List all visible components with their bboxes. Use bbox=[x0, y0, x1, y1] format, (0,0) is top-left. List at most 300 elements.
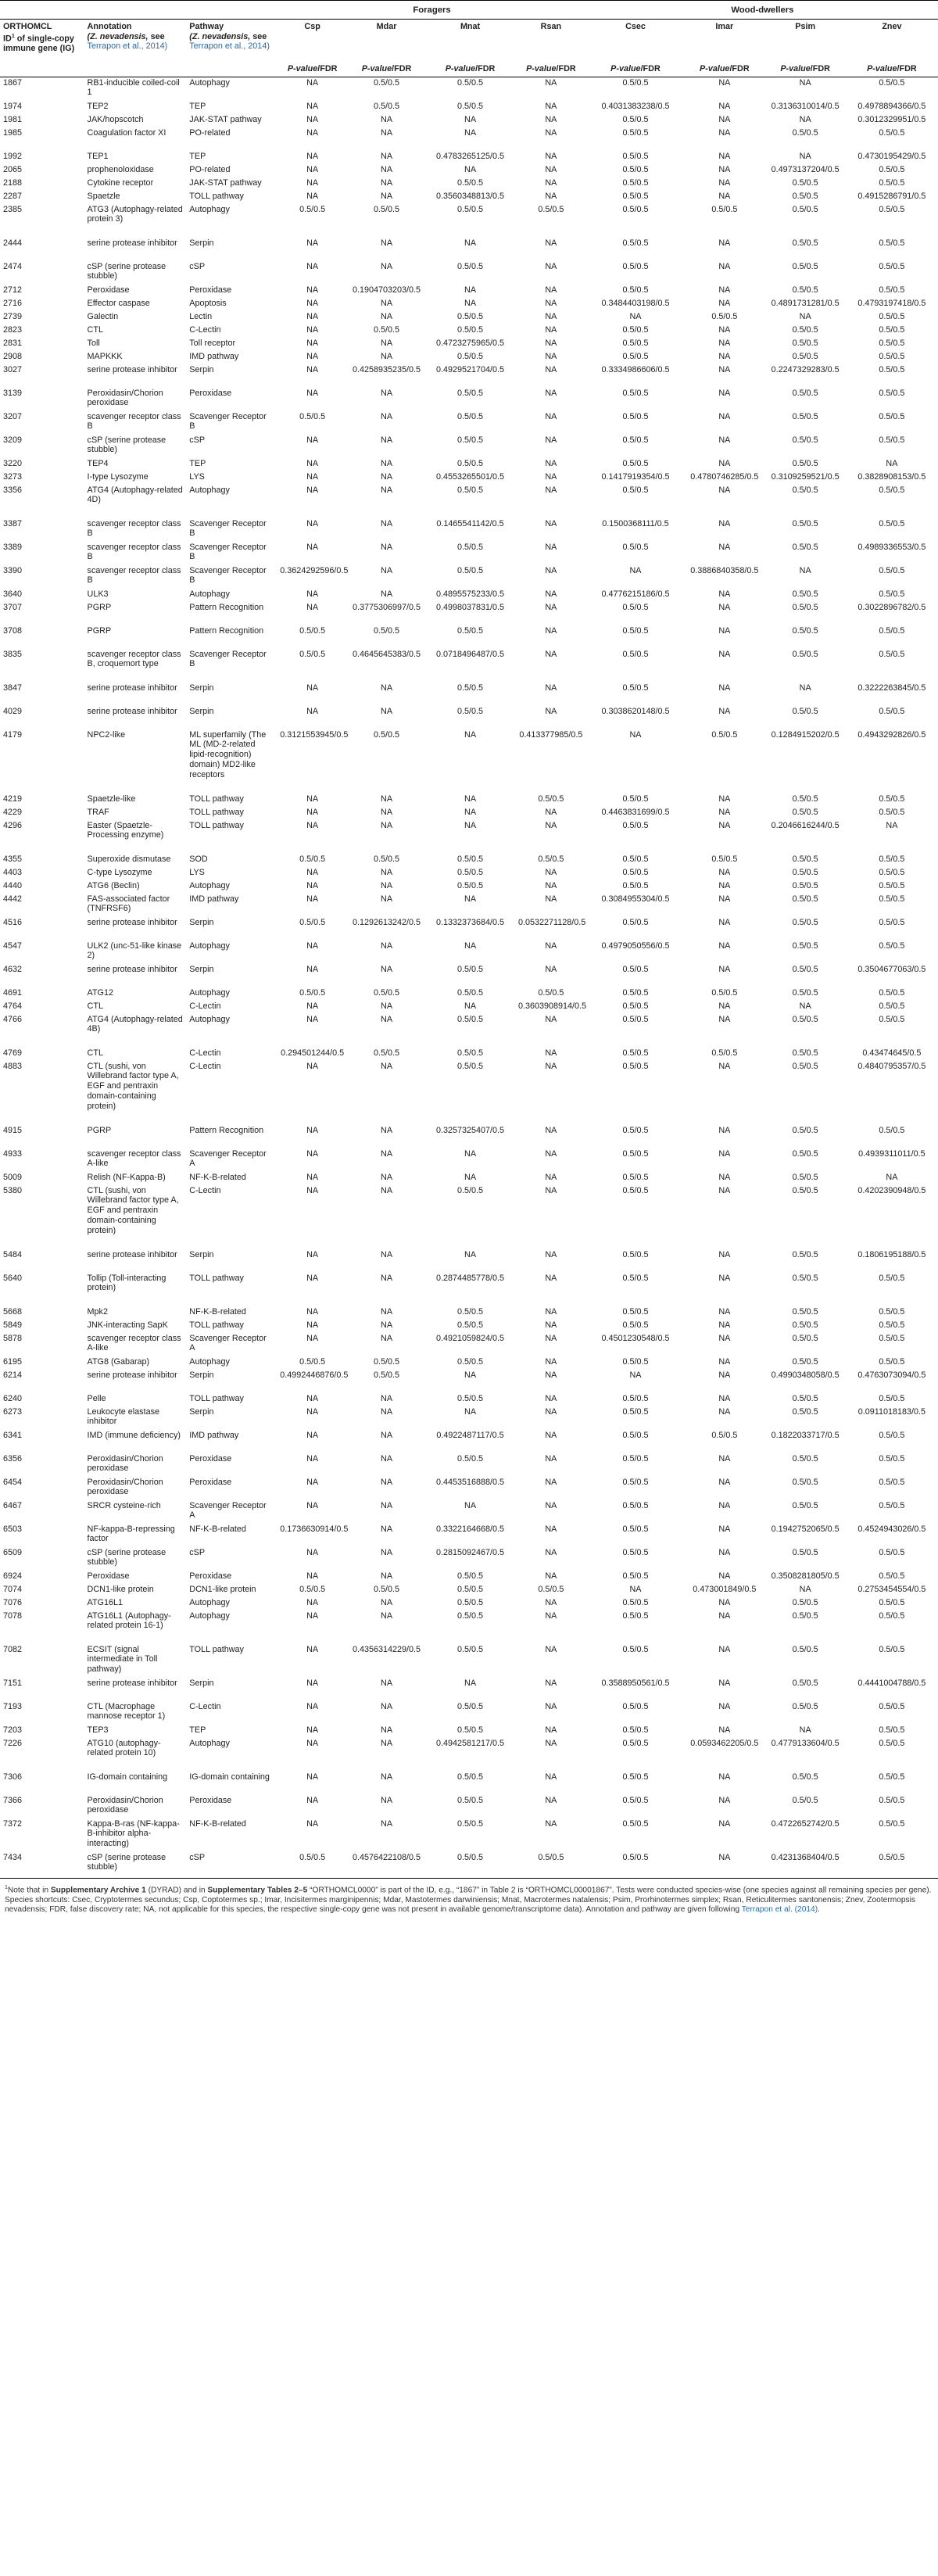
pvalue-cell: NA bbox=[545, 485, 557, 495]
pvalue-cell: 0.5/0.5 bbox=[711, 987, 738, 998]
pvalue-cell: NA bbox=[718, 324, 731, 335]
gene-id-cell: 3390 bbox=[3, 565, 23, 575]
annotation-cell: serine protease inhibitor bbox=[87, 238, 177, 248]
pvalue-cell: 0.5/0.5 bbox=[879, 1738, 905, 1748]
pvalue-cell: NA bbox=[718, 894, 731, 904]
pvalue-cell: 0.5/0.5 bbox=[457, 458, 484, 468]
pvalue-cell: 0.5/0.5 bbox=[792, 351, 818, 361]
pvalue-cell: NA bbox=[545, 471, 557, 482]
pvalue-cell: NA bbox=[381, 388, 393, 398]
pvalue-cell: NA bbox=[545, 820, 557, 830]
pvalue-cell: NA bbox=[545, 324, 557, 335]
gene-id-cell: 7193 bbox=[3, 1701, 23, 1711]
pvalue-cell: 0.5/0.5 bbox=[879, 1644, 905, 1654]
pvalue-cell: NA bbox=[545, 1524, 557, 1534]
annotation-cell: Superoxide dismutase bbox=[87, 854, 171, 864]
pvalue-cell: 0.5/0.5 bbox=[622, 261, 649, 271]
pvalue-cell: 0.5/0.5 bbox=[622, 683, 649, 693]
pathway-cell: NF-K-B-related bbox=[189, 1306, 246, 1317]
pvalue-cell: 0.5/0.5 bbox=[457, 261, 484, 271]
pvalue-cell: NA bbox=[799, 1001, 811, 1011]
table-row bbox=[0, 1701, 938, 1725]
pathway-cell: SOD bbox=[189, 854, 208, 864]
pathway-cell: NF-K-B-related bbox=[189, 1818, 246, 1829]
pvalue-cell: 0.5/0.5 bbox=[622, 1571, 649, 1581]
pvalue-cell: NA bbox=[381, 807, 393, 817]
gene-id-cell: 7078 bbox=[3, 1610, 23, 1621]
pvalue-cell: 0.5/0.5 bbox=[457, 625, 484, 636]
gene-id-cell: 3847 bbox=[3, 683, 23, 693]
pathway-cell: TEP bbox=[189, 1725, 206, 1735]
pvalue-cell: 0.5/0.5 bbox=[622, 1014, 649, 1024]
pvalue-cell: NA bbox=[718, 794, 731, 804]
pvalue-cell: 0.3624292596/0.5 bbox=[280, 565, 349, 575]
pvalue-cell: 0.5/0.5 bbox=[374, 625, 400, 636]
pathway-cell: Pattern Recognition bbox=[189, 1125, 264, 1135]
annotation-cell: TEP1 bbox=[87, 151, 109, 161]
pvalue-cell: NA bbox=[381, 298, 393, 308]
pvalue-cell: 0.5/0.5 bbox=[622, 204, 649, 214]
gene-id-cell: 6195 bbox=[3, 1356, 23, 1367]
column-header-annotation: Annotation (Z. nevadensis, see Terrapon et al., 2014) bbox=[87, 21, 168, 52]
pvalue-cell: 0.5/0.5 bbox=[792, 625, 818, 636]
pvalue-cell: NA bbox=[545, 1701, 557, 1711]
pvalue-cell: NA bbox=[545, 1148, 557, 1159]
pvalue-cell: 0.2815092467/0.5 bbox=[436, 1547, 505, 1557]
pvalue-cell: 0.5/0.5 bbox=[792, 1273, 818, 1283]
pvalue-cell: NA bbox=[545, 164, 557, 174]
pvalue-cell: 0.5/0.5 bbox=[457, 542, 484, 552]
pathway-cell: Peroxidase bbox=[189, 388, 232, 398]
pvalue-cell: NA bbox=[381, 820, 393, 830]
pvalue-cell: 0.4763073094/0.5 bbox=[857, 1370, 926, 1380]
pvalue-cell: 0.5/0.5 bbox=[792, 238, 818, 248]
pvalue-cell: NA bbox=[381, 1818, 393, 1829]
pvalue-cell: 0.5/0.5 bbox=[622, 880, 649, 890]
table-row bbox=[0, 1524, 938, 1547]
gene-id-cell: 2444 bbox=[3, 238, 23, 248]
annotation-cell: serine protease inhibitor bbox=[87, 917, 177, 927]
gene-id-cell: 4029 bbox=[3, 706, 23, 716]
table-row bbox=[0, 940, 938, 964]
pvalue-cell: NA bbox=[306, 1014, 319, 1024]
pvalue-cell: 0.5/0.5 bbox=[299, 204, 326, 214]
pvalue-cell: NA bbox=[306, 867, 319, 877]
annotation-cell: scavenger receptor class A-like bbox=[87, 1333, 181, 1353]
pathway-cell: TEP bbox=[189, 101, 206, 111]
pvalue-cell: 0.5/0.5 bbox=[879, 1014, 905, 1024]
annotation-cell: serine protease inhibitor bbox=[87, 964, 177, 974]
pvalue-cell: 0.5/0.5 bbox=[846, 1852, 938, 1879]
pvalue-cell: NA bbox=[718, 683, 731, 693]
pvalue-cell: 0.5/0.5 bbox=[457, 1061, 484, 1071]
table-row bbox=[0, 435, 938, 458]
pathway-cell: IG-domain containing bbox=[189, 1772, 270, 1782]
pathway-cell: Peroxidase bbox=[189, 1795, 232, 1805]
pvalue-cell: 0.5/0.5 bbox=[792, 411, 818, 421]
pvalue-cell: NA bbox=[381, 1148, 393, 1159]
pvalue-cell: 0.4973137204/0.5 bbox=[771, 164, 840, 174]
pvalue-cell: 0.5/0.5 bbox=[879, 794, 905, 804]
pvalue-cell: 0.4989336553/0.5 bbox=[857, 542, 926, 552]
pvalue-cell: 0.3012329951/0.5 bbox=[857, 114, 926, 124]
pvalue-cell: NA bbox=[545, 1725, 557, 1735]
pvalue-cell: NA bbox=[545, 364, 557, 374]
pvalue-cell: NA bbox=[545, 351, 557, 361]
pvalue-cell: NA bbox=[306, 820, 319, 830]
pathway-cell: C-Lectin bbox=[189, 324, 221, 335]
pvalue-cell: 0.5/0.5 bbox=[792, 1678, 818, 1688]
pvalue-cell: 0.5/0.5 bbox=[879, 311, 905, 321]
pathway-cell: Scavenger Receptor B bbox=[189, 565, 267, 586]
pathway-cell: TOLL pathway bbox=[189, 807, 244, 817]
pvalue-cell: NA bbox=[545, 261, 557, 271]
table-row bbox=[0, 589, 938, 602]
pathway-cell: Peroxidase bbox=[189, 1477, 232, 1487]
pvalue-cell: 0.5/0.5 bbox=[792, 1406, 818, 1417]
pvalue-cell: 0.5/0.5 bbox=[879, 1725, 905, 1735]
pvalue-cell: NA bbox=[381, 706, 393, 716]
pvalue-cell: NA bbox=[545, 1306, 557, 1317]
gene-id-cell: 4229 bbox=[3, 807, 23, 817]
pvalue-cell: NA bbox=[545, 338, 557, 348]
pvalue-cell: 0.5/0.5 bbox=[457, 880, 484, 890]
pathway-cell: Autophagy bbox=[189, 77, 230, 88]
pvalue-cell: 0.5/0.5 bbox=[792, 1772, 818, 1782]
pvalue-cell: NA bbox=[306, 1273, 319, 1283]
annotation-cell: ATG6 (Beclin) bbox=[87, 880, 140, 890]
pvalue-cell: 0.5/0.5 bbox=[457, 1597, 484, 1607]
pvalue-cell: 0.5/0.5 bbox=[792, 1701, 818, 1711]
annotation-cell: TEP2 bbox=[87, 101, 109, 111]
pvalue-cell: 0.5/0.5 bbox=[622, 1430, 649, 1440]
reference-link[interactable]: Terrapon et al. (2014) bbox=[741, 1905, 818, 1915]
pvalue-fdr-label: P-value/FDR bbox=[846, 62, 938, 77]
pvalue-cell: NA bbox=[306, 435, 319, 445]
pvalue-cell: 0.5/0.5 bbox=[879, 1818, 905, 1829]
table-row bbox=[0, 1547, 938, 1571]
table-row bbox=[0, 1320, 938, 1333]
pvalue-cell: NA bbox=[629, 729, 642, 740]
pathway-cell: TOLL pathway bbox=[189, 1644, 244, 1654]
pvalue-cell: 0.4576422108/0.5 bbox=[348, 1852, 425, 1879]
pvalue-cell: NA bbox=[718, 285, 731, 295]
annotation-cell: Spaetzle-like bbox=[87, 794, 136, 804]
pvalue-cell: 0.5/0.5 bbox=[622, 388, 649, 398]
pvalue-cell: NA bbox=[545, 1477, 557, 1487]
gene-id-cell: 7434 bbox=[0, 1852, 84, 1879]
pvalue-cell: 0.0718496487/0.5 bbox=[436, 649, 505, 659]
pvalue-cell: 0.5/0.5 bbox=[792, 706, 818, 716]
gene-id-cell: 5849 bbox=[3, 1320, 23, 1330]
gene-id-cell: 4440 bbox=[3, 880, 23, 890]
gene-id-cell: 6467 bbox=[3, 1500, 23, 1510]
gene-id-cell: 3389 bbox=[3, 542, 23, 552]
annotation-cell: PGRP bbox=[87, 1125, 112, 1135]
pvalue-cell: 0.5/0.5 bbox=[879, 351, 905, 361]
pvalue-cell: 0.5/0.5 bbox=[622, 794, 649, 804]
pvalue-cell: NA bbox=[718, 351, 731, 361]
pvalue-cell: 0.4780746285/0.5 bbox=[690, 471, 759, 482]
pvalue-cell: NA bbox=[381, 1453, 393, 1464]
annotation-cell: ATG4 (Autophagy-related 4B) bbox=[87, 1014, 183, 1034]
pathway-cell: Autophagy bbox=[189, 1597, 230, 1607]
annotation-cell: FAS-associated factor (TNFRSF6) bbox=[87, 894, 170, 914]
gene-id-cell: 4296 bbox=[3, 820, 23, 830]
pvalue-cell: NA bbox=[545, 285, 557, 295]
pvalue-cell: 0.5/0.5 bbox=[374, 77, 400, 88]
pvalue-cell: NA bbox=[306, 1125, 319, 1135]
table-row bbox=[0, 485, 938, 518]
pvalue-cell: NA bbox=[381, 1430, 393, 1440]
table-row bbox=[0, 1001, 938, 1014]
pvalue-cell: 0.4453516888/0.5 bbox=[436, 1477, 505, 1487]
table-row bbox=[0, 1610, 938, 1644]
pvalue-cell: NA bbox=[381, 542, 393, 552]
pvalue-cell: 0.5/0.5 bbox=[879, 1453, 905, 1464]
pvalue-cell: NA bbox=[464, 114, 477, 124]
pvalue-cell: NA bbox=[464, 807, 477, 817]
pvalue-cell: 0.5/0.5 bbox=[792, 964, 818, 974]
pvalue-cell: NA bbox=[718, 77, 731, 88]
pvalue-cell: 0.4895575233/0.5 bbox=[436, 589, 505, 599]
pvalue-cell: 0.5/0.5 bbox=[879, 1333, 905, 1343]
pvalue-cell: NA bbox=[381, 867, 393, 877]
pvalue-cell: NA bbox=[718, 1772, 731, 1782]
pvalue-cell: NA bbox=[718, 458, 731, 468]
table-row bbox=[0, 204, 938, 238]
pvalue-cell: 0.1332373684/0.5 bbox=[436, 917, 505, 927]
pvalue-cell: 0.5/0.5 bbox=[792, 1500, 818, 1510]
pvalue-cell: NA bbox=[306, 683, 319, 693]
annotation-cell: ATG16L1 bbox=[87, 1597, 123, 1607]
gene-id-cell: 4883 bbox=[3, 1061, 23, 1071]
pvalue-cell: NA bbox=[718, 518, 731, 528]
pvalue-cell: NA bbox=[718, 1547, 731, 1557]
annotation-cell: ATG4 (Autophagy-related 4D) bbox=[87, 485, 183, 505]
pvalue-cell: NA bbox=[718, 589, 731, 599]
pvalue-cell: NA bbox=[545, 127, 557, 138]
pvalue-cell: NA bbox=[306, 1393, 319, 1403]
pvalue-cell: NA bbox=[464, 164, 477, 174]
column-header-rsan: Rsan bbox=[540, 21, 562, 31]
pvalue-cell: NA bbox=[306, 1725, 319, 1735]
pvalue-cell: 0.5/0.5 bbox=[879, 880, 905, 890]
pvalue-cell: NA bbox=[306, 471, 319, 482]
pvalue-cell: NA bbox=[718, 177, 731, 188]
table-row bbox=[0, 338, 938, 351]
annotation-cell: prophenoloxidase bbox=[87, 164, 154, 174]
pvalue-cell: 0.5/0.5 bbox=[879, 1701, 905, 1711]
pvalue-cell: NA bbox=[545, 151, 557, 161]
pathway-cell: Serpin bbox=[189, 706, 214, 716]
pvalue-cell: NA bbox=[545, 1738, 557, 1748]
gene-id-cell: 5009 bbox=[3, 1172, 23, 1182]
gene-id-cell: 3707 bbox=[3, 602, 23, 612]
pvalue-cell: 0.5/0.5 bbox=[457, 1610, 484, 1621]
table-row bbox=[0, 1014, 938, 1048]
pathway-cell: Autophagy bbox=[189, 880, 230, 890]
gene-id-cell: 5640 bbox=[3, 1273, 23, 1283]
pvalue-cell: 0.5/0.5 bbox=[879, 338, 905, 348]
pvalue-cell: NA bbox=[718, 1172, 731, 1182]
pvalue-cell: NA bbox=[545, 518, 557, 528]
pvalue-cell: NA bbox=[381, 1273, 393, 1283]
pvalue-cell: NA bbox=[799, 565, 811, 575]
pvalue-cell: 0.5/0.5 bbox=[457, 435, 484, 445]
pvalue-cell: NA bbox=[718, 867, 731, 877]
annotation-cell: CTL bbox=[87, 1048, 103, 1058]
pvalue-cell: NA bbox=[718, 114, 731, 124]
pvalue-cell: 0.5/0.5 bbox=[792, 1356, 818, 1367]
gene-id-cell: 4516 bbox=[3, 917, 23, 927]
pvalue-cell: 0.5/0.5 bbox=[792, 127, 818, 138]
pvalue-cell: NA bbox=[718, 880, 731, 890]
annotation-cell: Peroxidasin/Chorion peroxidase bbox=[87, 1453, 163, 1474]
pvalue-cell: 0.5/0.5 bbox=[879, 1001, 905, 1011]
pathway-cell: PO-related bbox=[189, 164, 231, 174]
pvalue-cell: NA bbox=[381, 565, 393, 575]
pvalue-cell: 0.5/0.5 bbox=[879, 1125, 905, 1135]
pvalue-cell: 0.5/0.5 bbox=[622, 114, 649, 124]
table-row bbox=[0, 1370, 938, 1393]
pvalue-cell: 0.5/0.5 bbox=[299, 411, 326, 421]
pvalue-cell: NA bbox=[381, 411, 393, 421]
pathway-cell: Toll receptor bbox=[189, 338, 236, 348]
pvalue-cell: 0.4356314229/0.5 bbox=[352, 1644, 421, 1654]
pvalue-cell: 0.5/0.5 bbox=[792, 867, 818, 877]
pvalue-cell: NA bbox=[306, 101, 319, 111]
table-row bbox=[0, 191, 938, 204]
pvalue-cell: NA bbox=[381, 238, 393, 248]
gene-id-cell: 5668 bbox=[3, 1306, 23, 1317]
pvalue-cell: 0.1942752065/0.5 bbox=[771, 1524, 840, 1534]
annotation-cell: IMD (immune deficiency) bbox=[87, 1430, 181, 1440]
annotation-cell: scavenger receptor class B bbox=[87, 542, 181, 562]
pvalue-cell: NA bbox=[545, 1273, 557, 1283]
pvalue-cell: NA bbox=[381, 1125, 393, 1135]
pvalue-cell: NA bbox=[545, 1393, 557, 1403]
pvalue-cell: 0.4501230548/0.5 bbox=[601, 1333, 670, 1343]
table-row bbox=[0, 1061, 938, 1125]
pvalue-cell: NA bbox=[464, 894, 477, 904]
pathway-cell: LYS bbox=[189, 471, 205, 482]
pathway-cell: C-Lectin bbox=[189, 1061, 221, 1071]
pvalue-cell: NA bbox=[381, 1320, 393, 1330]
pvalue-cell: 0.5/0.5 bbox=[879, 204, 905, 214]
pvalue-cell: NA bbox=[381, 683, 393, 693]
pvalue-cell: 0.5/0.5 bbox=[711, 729, 738, 740]
annotation-cell: Mpk2 bbox=[87, 1306, 108, 1317]
pvalue-cell: 0.5/0.5 bbox=[792, 880, 818, 890]
pathway-cell: C-Lectin bbox=[189, 1185, 221, 1195]
gene-id-cell: 4933 bbox=[3, 1148, 23, 1159]
pvalue-cell: NA bbox=[718, 1148, 731, 1159]
pvalue-cell: NA bbox=[718, 1597, 731, 1607]
pvalue-cell: NA bbox=[545, 1500, 557, 1510]
pvalue-cell: NA bbox=[718, 1725, 731, 1735]
pvalue-cell: NA bbox=[306, 1320, 319, 1330]
pvalue-cell: NA bbox=[381, 177, 393, 188]
pvalue-cell: NA bbox=[381, 1172, 393, 1182]
pvalue-cell: 0.5/0.5 bbox=[622, 458, 649, 468]
pvalue-cell: 0.5/0.5 bbox=[792, 518, 818, 528]
pvalue-cell: 0.294501244/0.5 bbox=[281, 1048, 345, 1058]
pvalue-cell: 0.4722652742/0.5 bbox=[771, 1818, 840, 1829]
annotation-cell: NF-kappa-B-repressing factor bbox=[87, 1524, 175, 1544]
table-row bbox=[0, 364, 938, 388]
pvalue-cell: 0.5/0.5 bbox=[792, 1320, 818, 1330]
pvalue-cell: NA bbox=[718, 411, 731, 421]
pvalue-cell: 0.5/0.5 bbox=[622, 854, 649, 864]
pvalue-cell: 0.5/0.5 bbox=[622, 1273, 649, 1283]
pvalue-cell: NA bbox=[718, 1333, 731, 1343]
table-row bbox=[0, 894, 938, 917]
pvalue-fdr-label: P-value/FDR bbox=[587, 62, 684, 77]
gene-id-cell: 4764 bbox=[3, 1001, 23, 1011]
pvalue-cell: 0.5/0.5 bbox=[879, 1597, 905, 1607]
pvalue-cell: NA bbox=[306, 964, 319, 974]
pvalue-cell: 0.3560348813/0.5 bbox=[436, 191, 505, 201]
pvalue-cell: 0.5/0.5 bbox=[879, 917, 905, 927]
pvalue-cell: 0.5/0.5 bbox=[792, 285, 818, 295]
pvalue-cell: 0.4990348058/0.5 bbox=[771, 1370, 840, 1380]
pvalue-cell: 0.5/0.5 bbox=[299, 1356, 326, 1367]
pvalue-cell: NA bbox=[381, 338, 393, 348]
pvalue-cell: 0.5/0.5 bbox=[622, 1185, 649, 1195]
gene-id-cell: 3139 bbox=[3, 388, 23, 398]
pvalue-cell: NA bbox=[629, 1584, 642, 1594]
annotation-cell: NPC2-like bbox=[87, 729, 126, 740]
pvalue-cell: 0.5/0.5 bbox=[457, 1393, 484, 1403]
table-row bbox=[0, 238, 938, 261]
table-row bbox=[0, 602, 938, 625]
table-row bbox=[0, 1185, 938, 1249]
pvalue-cell: 0.5/0.5 bbox=[622, 917, 649, 927]
pvalue-cell: NA bbox=[381, 1772, 393, 1782]
pvalue-cell: NA bbox=[306, 1500, 319, 1510]
pvalue-cell: NA bbox=[381, 471, 393, 482]
pvalue-cell: 0.4779133604/0.5 bbox=[771, 1738, 840, 1748]
pvalue-cell: 0.5/0.5 bbox=[457, 683, 484, 693]
table-row bbox=[0, 880, 938, 894]
pathway-cell: Autophagy bbox=[189, 987, 230, 998]
pvalue-cell: NA bbox=[381, 894, 393, 904]
pvalue-cell: NA bbox=[381, 485, 393, 495]
pvalue-cell: NA bbox=[306, 602, 319, 612]
pvalue-cell: NA bbox=[718, 542, 731, 552]
pvalue-cell: NA bbox=[886, 820, 898, 830]
pvalue-cell: 0.5/0.5 bbox=[374, 1370, 400, 1380]
pvalue-cell: NA bbox=[306, 894, 319, 904]
gene-id-cell: 3209 bbox=[3, 435, 23, 445]
pvalue-cell: NA bbox=[545, 542, 557, 552]
annotation-cell: JAK/hopscotch bbox=[87, 114, 144, 124]
pvalue-cell: NA bbox=[718, 940, 731, 951]
pvalue-cell: NA bbox=[718, 1370, 731, 1380]
pvalue-cell: 0.5/0.5 bbox=[622, 1048, 649, 1058]
table-row bbox=[0, 1571, 938, 1584]
pvalue-cell: NA bbox=[306, 1795, 319, 1805]
pvalue-cell: 0.5/0.5 bbox=[879, 1393, 905, 1403]
pvalue-cell: 0.4998037831/0.5 bbox=[436, 602, 505, 612]
table-row bbox=[0, 964, 938, 987]
pvalue-cell: NA bbox=[718, 1610, 731, 1621]
pvalue-cell: NA bbox=[306, 285, 319, 295]
pvalue-cell: NA bbox=[718, 1320, 731, 1330]
pathway-cell: TOLL pathway bbox=[189, 191, 244, 201]
pvalue-cell: 0.5/0.5 bbox=[622, 1524, 649, 1534]
